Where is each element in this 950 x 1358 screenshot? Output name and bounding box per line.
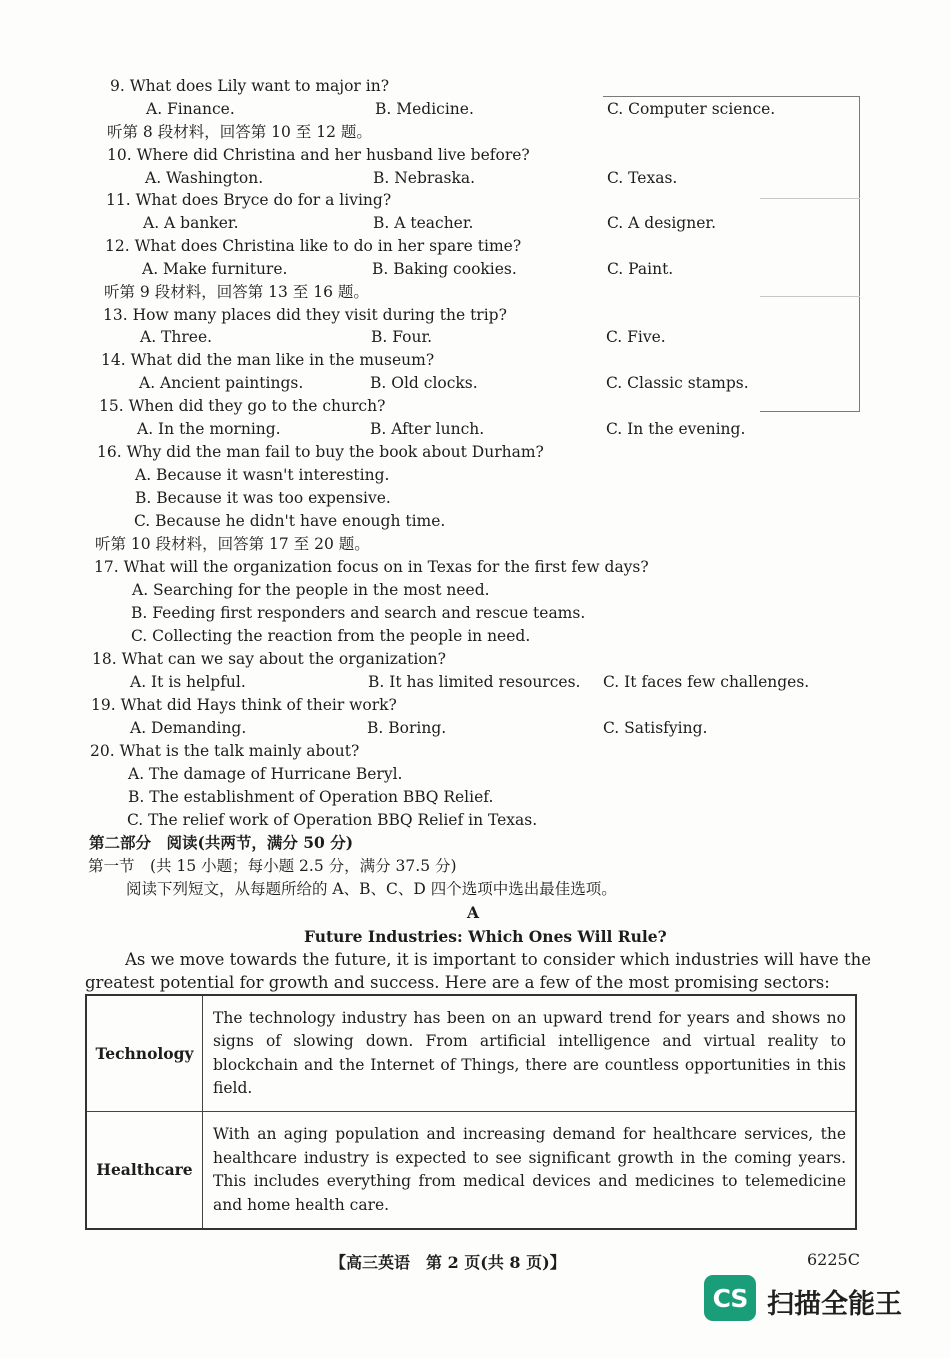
industry-name-cell: Healthcare <box>86 1111 203 1229</box>
table-row <box>86 995 856 1111</box>
question-11: 11. What does Bryce do for a living? <box>106 191 392 209</box>
question-20: 20. What is the talk mainly about? <box>90 742 360 760</box>
table-row <box>86 1111 856 1229</box>
q19-option-c: C. Satisfying. <box>603 719 708 737</box>
camscanner-logo: CS <box>704 1275 756 1321</box>
section-one-title: 第一节 (共 15 小题；每小题 2.5 分，满分 37.5 分) <box>88 857 457 875</box>
passage-title: Future Industries: Which Ones Will Rule? <box>304 927 667 946</box>
q16-option-a: A. Because it wasn't interesting. <box>135 466 390 484</box>
industry-name-cell: Technology <box>86 995 203 1111</box>
question-10: 10. Where did Christina and her husband live before? <box>107 146 530 164</box>
frame-top-line <box>603 96 860 97</box>
q10-option-c: C. Texas. <box>607 169 678 187</box>
question-12: 12. What does Christina like to do in her spare time? <box>105 237 522 255</box>
q13-option-b: B. Four. <box>371 328 433 346</box>
q15-option-b: B. After lunch. <box>370 420 485 438</box>
page-footer-label: 【高三英语 第 2 页(共 8 页)】 <box>330 1253 566 1272</box>
industries-table <box>85 994 857 1230</box>
q13-option-c: C. Five. <box>606 328 666 346</box>
q12-option-a: A. Make furniture. <box>142 260 288 278</box>
q12-option-c: C. Paint. <box>607 260 674 278</box>
reading-instruction: 阅读下列短文，从每题所给的 A、B、C、D 四个选项中选出最佳选项。 <box>126 880 617 898</box>
q16-option-c: C. Because he didn't have enough time. <box>134 512 446 530</box>
section-10-instruction: 听第 10 段材料，回答第 17 至 20 题。 <box>95 535 370 553</box>
section-8-instruction: 听第 8 段材料，回答第 10 至 12 题。 <box>107 123 372 141</box>
question-19: 19. What did Hays think of their work? <box>91 696 397 714</box>
frame-bottom-line <box>760 411 860 412</box>
q17-option-c: C. Collecting the reaction from the people in need. <box>131 627 531 645</box>
question-13: 13. How many places did they visit during the trip? <box>103 306 507 324</box>
q13-option-a: A. Three. <box>140 328 213 346</box>
q10-option-b: B. Nebraska. <box>373 169 476 187</box>
passage-letter: A <box>467 903 480 922</box>
part-two-title: 第二部分 阅读(共两节，满分 50 分) <box>89 833 354 852</box>
q20-option-c: C. The relief work of Operation BBQ Relief in Texas. <box>127 811 538 829</box>
q14-option-a: A. Ancient paintings. <box>139 374 304 392</box>
frame-right-line <box>859 96 860 412</box>
q17-option-a: A. Searching for the people in the most need. <box>132 581 490 599</box>
q15-option-c: C. In the evening. <box>606 420 746 438</box>
question-15: 15. When did they go to the church? <box>99 397 386 415</box>
q9-option-b: B. Medicine. <box>375 100 474 118</box>
q9-option-c: C. Computer science. <box>607 100 776 118</box>
q14-option-c: C. Classic stamps. <box>606 374 749 392</box>
q9-option-a: A. Finance. <box>146 100 235 118</box>
question-16: 16. Why did the man fail to buy the book about Durham? <box>97 443 544 461</box>
q11-option-c: C. A designer. <box>607 214 716 232</box>
q14-option-b: B. Old clocks. <box>370 374 478 392</box>
passage-intro-line-1: As we move towards the future, it is important to consider which industries will have the <box>125 950 871 969</box>
q19-option-a: A. Demanding. <box>130 719 247 737</box>
q16-option-b: B. Because it was too expensive. <box>135 489 391 507</box>
frame-divider-2 <box>760 296 860 297</box>
q18-option-b: B. It has limited resources. <box>368 673 581 691</box>
q18-option-a: A. It is helpful. <box>130 673 246 691</box>
q10-option-a: A. Washington. <box>145 169 264 187</box>
industry-description-cell: With an aging population and increasing demand for healthcare services, the healthcare industry is expected to see significant growth in the coming years. This includes everything from medical devices and medicines to telemedicine and home health care. <box>203 1111 857 1229</box>
q12-option-b: B. Baking cookies. <box>372 260 517 278</box>
question-17: 17. What will the organization focus on in Texas for the first few days? <box>94 558 649 576</box>
passage-intro-line-2: greatest potential for growth and success. Here are a few of the most promising sectors: <box>85 973 830 992</box>
paper-code: 6225C <box>807 1250 860 1269</box>
q20-option-a: A. The damage of Hurricane Beryl. <box>128 765 403 783</box>
question-9: 9. What does Lily want to major in? <box>110 77 390 95</box>
industry-description-cell: The technology industry has been on an upward trend for years and shows no signs of slowing down. From artificial intelligence and virtual reality to blockchain and the Internet of Things, there are countless opportunities in this field. <box>203 995 857 1111</box>
q11-option-b: B. A teacher. <box>373 214 474 232</box>
q17-option-b: B. Feeding first responders and search and rescue teams. <box>131 604 586 622</box>
q15-option-a: A. In the morning. <box>137 420 281 438</box>
section-9-instruction: 听第 9 段材料，回答第 13 至 16 题。 <box>104 283 369 301</box>
camscanner-name: 扫描全能王 <box>767 1289 902 1320</box>
question-14: 14. What did the man like in the museum? <box>101 351 435 369</box>
q18-option-c: C. It faces few challenges. <box>603 673 810 691</box>
q20-option-b: B. The establishment of Operation BBQ Relief. <box>128 788 494 806</box>
frame-divider-1 <box>760 198 860 199</box>
q11-option-a: A. A banker. <box>143 214 239 232</box>
q19-option-b: B. Boring. <box>367 719 447 737</box>
question-18: 18. What can we say about the organization? <box>92 650 446 668</box>
